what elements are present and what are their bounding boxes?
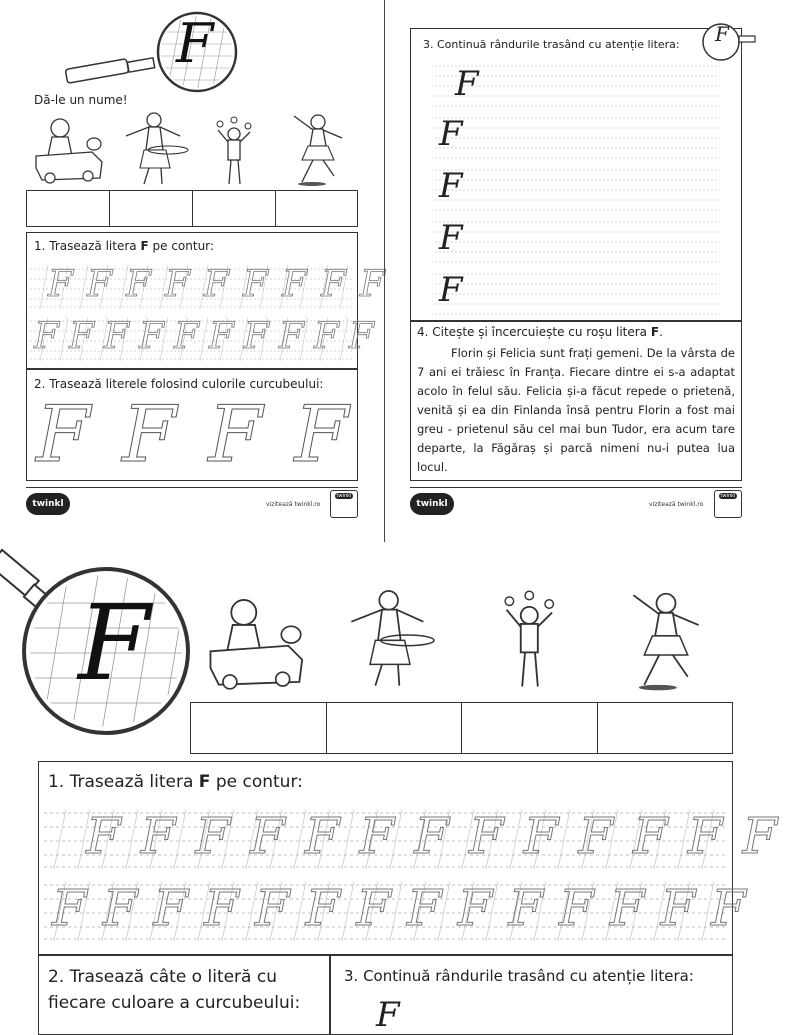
small-magnifier-letter: F bbox=[715, 22, 729, 46]
name-box-3[interactable] bbox=[462, 703, 598, 753]
name-boxes bbox=[26, 190, 358, 227]
name-box-3[interactable] bbox=[193, 191, 276, 226]
section-3-title: 3. Continuă rândurile trasând cu atenție litera: bbox=[344, 967, 694, 985]
name-box-2[interactable] bbox=[327, 703, 462, 753]
name-box-2[interactable] bbox=[110, 191, 193, 226]
magnifier-icon bbox=[62, 12, 247, 92]
page-2 bbox=[385, 0, 768, 542]
hula-hoop-girl-icon bbox=[116, 110, 191, 188]
section-1-title: 1. Trasează litera F pe contur: bbox=[34, 239, 214, 253]
practice-letter-3: F bbox=[439, 166, 463, 206]
quality-badge: twinkl bbox=[330, 490, 358, 518]
hula-hoop-girl-icon bbox=[338, 587, 438, 691]
practice-rows[interactable] bbox=[435, 62, 717, 318]
name-boxes bbox=[190, 702, 733, 754]
large-magnifier-letter: F bbox=[78, 582, 151, 704]
practice-letter-2: F bbox=[439, 114, 463, 154]
story-paragraph: Florin și Felicia sunt frați gemeni. De la vârsta de 7 ani ei trăiesc în Franța. Fiecare dintre ei s-a adaptat acolo în felul său. Felicia și-a făcut repede o prietenă, venită și ea din Finlanda însă pentru Florin a fost mai greu - prietenul său cel mai bun Tudor, era acum tare departe, la Făgăraș și parcă nimeni nu-i putea lua locul. bbox=[417, 346, 735, 474]
twinkl-logo: twinkl bbox=[26, 493, 70, 515]
quality-badge: twinkl bbox=[714, 490, 742, 518]
trace-letters: FFFFFFFFFF bbox=[34, 316, 384, 357]
name-box-4[interactable] bbox=[276, 191, 359, 226]
name-box-1[interactable] bbox=[27, 191, 110, 226]
trace-letters: FFFFFFFFF bbox=[48, 264, 399, 305]
twinkl-logo: twinkl bbox=[410, 493, 454, 515]
trace-row-2-large[interactable] bbox=[44, 879, 762, 941]
footer-site: vizitează twinkl.ro bbox=[266, 501, 321, 508]
rainbow-trace-letters[interactable]: FFFF bbox=[36, 390, 381, 480]
footer-site: vizitează twinkl.ro bbox=[649, 501, 704, 508]
section-2-title: 2. Trasează câte o literă cu fiecare culoare a curcubeului: bbox=[48, 967, 301, 1013]
section-3-title: 3. Continuă rândurile trasând cu atenție litera: bbox=[423, 38, 680, 51]
dancing-girl-icon bbox=[624, 587, 708, 693]
magnifier-letter: F bbox=[176, 12, 214, 75]
practice-letter-5: F bbox=[439, 270, 463, 310]
section-1-title: 1. Trasează litera F pe contur: bbox=[48, 772, 303, 792]
section-2-title: 2. Trasează literele folosind culorile curcubeului: bbox=[34, 377, 324, 391]
dancing-girl-icon bbox=[288, 110, 348, 188]
trace-row-1[interactable] bbox=[30, 264, 399, 309]
trace-letters: FFFFFFFFFFFFF bbox=[86, 807, 797, 865]
footer-line bbox=[410, 487, 742, 488]
name-box-4[interactable] bbox=[598, 703, 732, 752]
practice-letter-4: F bbox=[439, 218, 463, 258]
page-1 bbox=[0, 0, 399, 542]
kid-in-box-car-icon bbox=[202, 593, 312, 693]
juggling-boy-icon bbox=[498, 589, 562, 693]
name-box-1[interactable] bbox=[191, 703, 327, 753]
practice-letter-large: F bbox=[376, 995, 400, 1035]
trace-letters: FFFFFFFFFFFFFF bbox=[52, 879, 762, 937]
kid-in-box-car-icon bbox=[32, 114, 107, 186]
juggling-boy-icon bbox=[212, 116, 257, 188]
page-3 bbox=[0, 543, 797, 1035]
trace-row-1-large[interactable] bbox=[44, 807, 797, 869]
trace-row-2[interactable] bbox=[30, 316, 384, 361]
section-4-title: 4. Citește și încercuiește cu roșu litera F. bbox=[417, 325, 663, 339]
name-prompt: Dă-le un nume! bbox=[34, 93, 128, 107]
footer-line bbox=[26, 487, 358, 488]
practice-letter-1: F bbox=[455, 64, 479, 104]
